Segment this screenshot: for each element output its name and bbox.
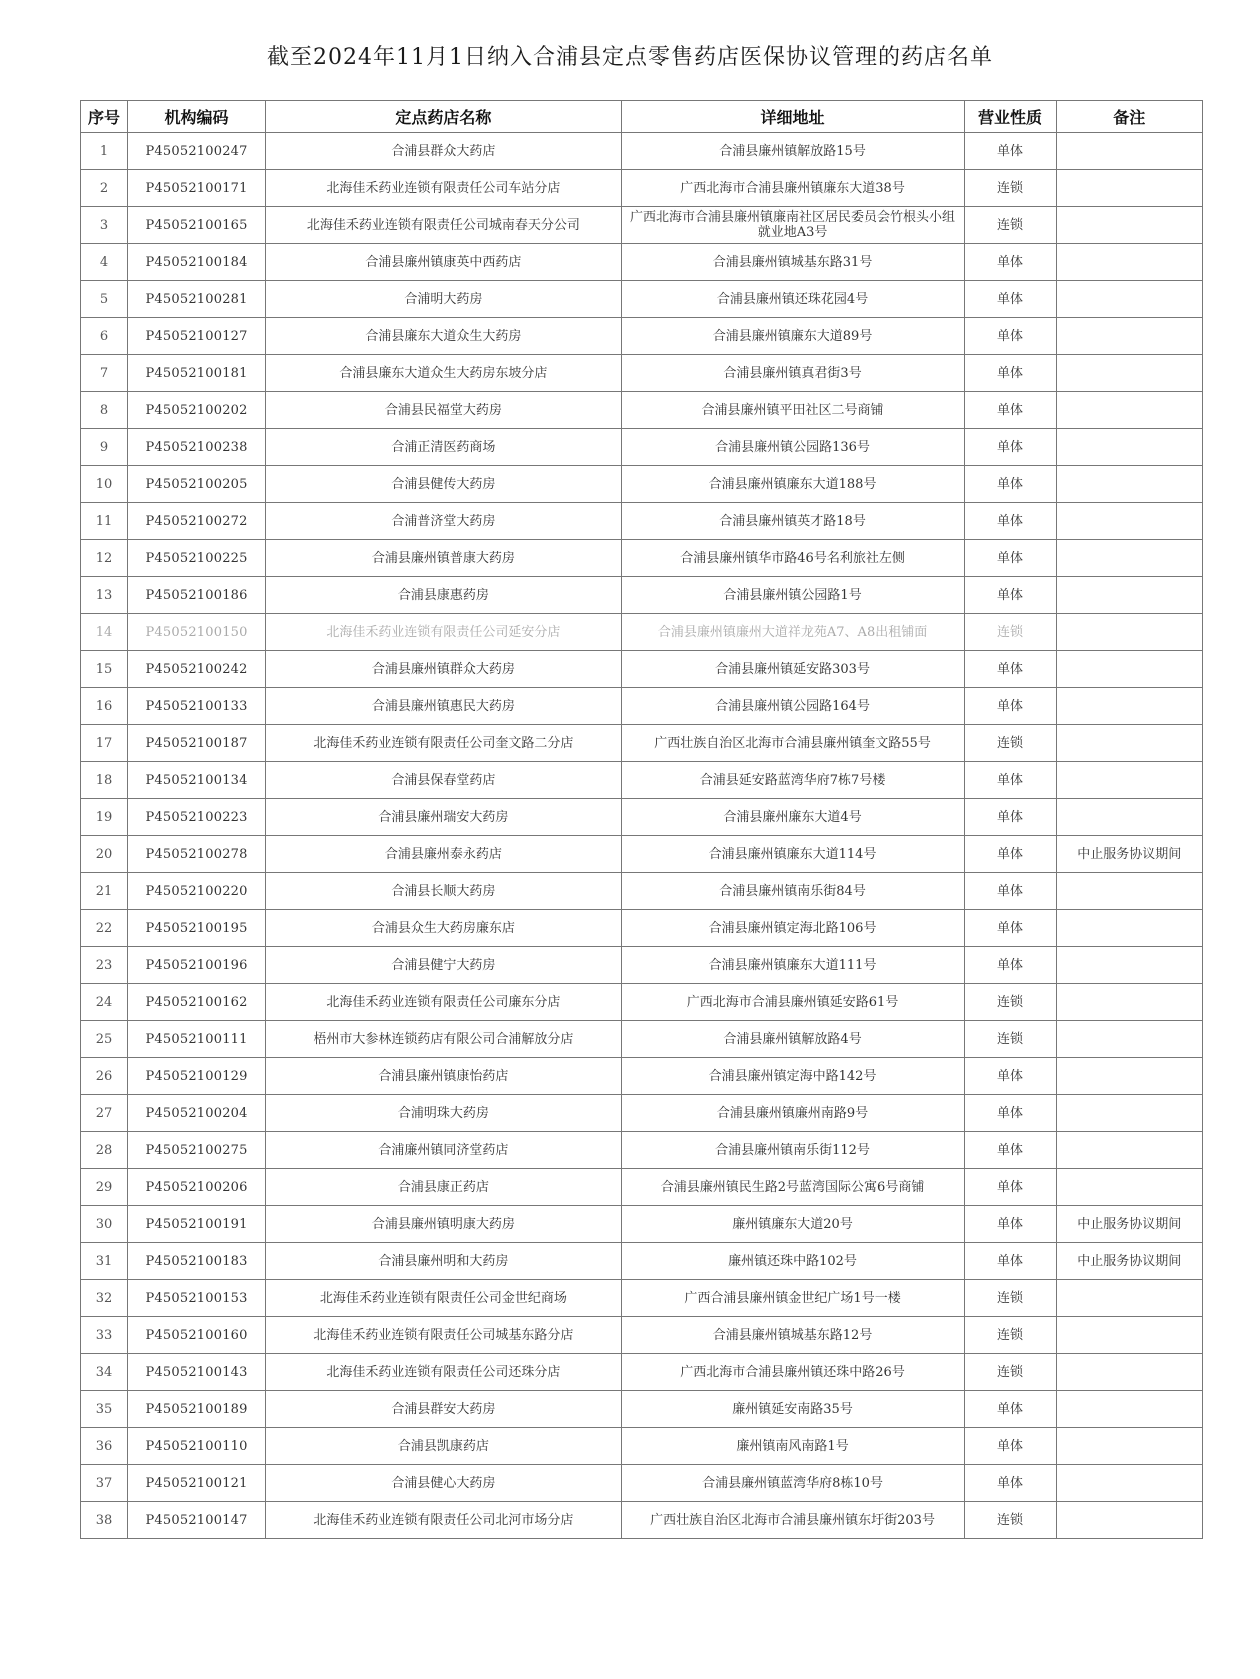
row-number: 10 [81,466,128,503]
business-type: 单体 [964,910,1056,947]
remark [1056,503,1202,540]
row-number: 26 [81,1058,128,1095]
row-number: 30 [81,1206,128,1243]
institution-code: P45052100247 [128,133,266,170]
business-type: 单体 [964,577,1056,614]
institution-code: P45052100129 [128,1058,266,1095]
pharmacy-name: 北海佳禾药业连锁有限责任公司廉东分店 [266,984,622,1021]
table-row [81,725,1203,762]
row-number: 8 [81,392,128,429]
row-number: 19 [81,799,128,836]
pharmacy-name: 合浦县群众大药店 [266,133,622,170]
row-number: 1 [81,133,128,170]
pharmacy-address: 合浦县廉州镇南乐街112号 [621,1132,964,1169]
pharmacy-name: 合浦县廉州镇康怡药店 [266,1058,622,1095]
pharmacy-address: 合浦县廉州镇真君街3号 [621,355,964,392]
row-number: 17 [81,725,128,762]
pharmacy-name: 合浦县民福堂大药房 [266,392,622,429]
row-number: 34 [81,1354,128,1391]
pharmacy-address: 广西壮族自治区北海市合浦县廉州镇东圩街203号 [621,1502,964,1539]
pharmacy-address: 合浦县廉州镇华市路46号名利旅社左侧 [621,540,964,577]
row-number: 38 [81,1502,128,1539]
remark [1056,1428,1202,1465]
table-row [81,1280,1203,1317]
remark [1056,873,1202,910]
pharmacy-address: 合浦县廉州镇廉州南路9号 [621,1095,964,1132]
institution-code: P45052100184 [128,244,266,281]
institution-code: P45052100191 [128,1206,266,1243]
row-number: 7 [81,355,128,392]
institution-code: P45052100160 [128,1317,266,1354]
table-row [81,318,1203,355]
row-number: 23 [81,947,128,984]
pharmacy-name: 北海佳禾药业连锁有限责任公司车站分店 [266,170,622,207]
pharmacy-address: 合浦县廉州镇廉东大道114号 [621,836,964,873]
table-row [81,466,1203,503]
remark [1056,244,1202,281]
business-type: 连锁 [964,1354,1056,1391]
row-number: 6 [81,318,128,355]
pharmacy-name: 梧州市大参林连锁药店有限公司合浦解放分店 [266,1021,622,1058]
business-type: 单体 [964,1169,1056,1206]
institution-code: P45052100111 [128,1021,266,1058]
institution-code: P45052100281 [128,281,266,318]
pharmacy-name: 合浦明大药房 [266,281,622,318]
pharmacy-name: 合浦县廉州镇惠民大药房 [266,688,622,725]
pharmacy-name: 合浦明珠大药房 [266,1095,622,1132]
table-row [81,1132,1203,1169]
pharmacy-name: 北海佳禾药业连锁有限责任公司奎文路二分店 [266,725,622,762]
remark [1056,1095,1202,1132]
business-type: 单体 [964,947,1056,984]
pharmacy-name: 北海佳禾药业连锁有限责任公司城南春天分公司 [266,207,622,244]
pharmacy-name: 合浦县群安大药房 [266,1391,622,1428]
remark [1056,1354,1202,1391]
institution-code: P45052100153 [128,1280,266,1317]
remark [1056,614,1202,651]
pharmacy-address: 合浦县廉州镇还珠花园4号 [621,281,964,318]
row-number: 25 [81,1021,128,1058]
business-type: 连锁 [964,984,1056,1021]
table-row [81,244,1203,281]
pharmacy-address: 合浦县廉州镇定海北路106号 [621,910,964,947]
row-number: 33 [81,1317,128,1354]
table-row [81,133,1203,170]
business-type: 单体 [964,540,1056,577]
table-row [81,281,1203,318]
remark [1056,466,1202,503]
table-row [81,984,1203,1021]
table-row [81,1169,1203,1206]
pharmacy-address: 合浦县廉州镇城基东路31号 [621,244,964,281]
institution-code: P45052100181 [128,355,266,392]
table-row [81,614,1203,651]
remark [1056,1058,1202,1095]
business-type: 单体 [964,1095,1056,1132]
institution-code: P45052100205 [128,466,266,503]
pharmacy-name: 合浦县廉州泰永药店 [266,836,622,873]
pharmacy-address: 合浦县廉州廉东大道4号 [621,799,964,836]
table-row [81,910,1203,947]
pharmacy-address: 广西北海市合浦县廉州镇延安路61号 [621,984,964,1021]
pharmacy-name: 合浦县健传大药房 [266,466,622,503]
business-type: 单体 [964,836,1056,873]
pharmacy-name: 合浦县众生大药房廉东店 [266,910,622,947]
pharmacy-name: 合浦县长顺大药房 [266,873,622,910]
pharmacy-name: 合浦县廉州镇群众大药房 [266,651,622,688]
pharmacy-table [80,100,1203,1539]
pharmacy-address: 合浦县延安路蓝湾华府7栋7号楼 [621,762,964,799]
business-type: 单体 [964,133,1056,170]
business-type: 连锁 [964,1280,1056,1317]
table-row [81,1058,1203,1095]
institution-code: P45052100189 [128,1391,266,1428]
pharmacy-name: 北海佳禾药业连锁有限责任公司城基东路分店 [266,1317,622,1354]
institution-code: P45052100275 [128,1132,266,1169]
business-type: 单体 [964,1243,1056,1280]
pharmacy-address: 合浦县廉州镇公园路1号 [621,577,964,614]
business-type: 单体 [964,244,1056,281]
pharmacy-name: 合浦廉州镇同济堂药店 [266,1132,622,1169]
institution-code: P45052100225 [128,540,266,577]
row-number: 29 [81,1169,128,1206]
table-row [81,1243,1203,1280]
table-row [81,1354,1203,1391]
row-number: 36 [81,1428,128,1465]
institution-code: P45052100223 [128,799,266,836]
remark [1056,910,1202,947]
pharmacy-address: 广西壮族自治区北海市合浦县廉州镇奎文路55号 [621,725,964,762]
business-type: 单体 [964,651,1056,688]
pharmacy-address: 合浦县廉州镇民生路2号蓝湾国际公寓6号商铺 [621,1169,964,1206]
pharmacy-address: 合浦县廉州镇英才路18号 [621,503,964,540]
table-row [81,1206,1203,1243]
remark [1056,355,1202,392]
table-row [81,1391,1203,1428]
pharmacy-address: 广西合浦县廉州镇金世纪广场1号一楼 [621,1280,964,1317]
institution-code: P45052100150 [128,614,266,651]
institution-code: P45052100110 [128,1428,266,1465]
remark [1056,1280,1202,1317]
remark [1056,725,1202,762]
institution-code: P45052100196 [128,947,266,984]
table-row [81,799,1203,836]
pharmacy-name: 合浦县廉州明和大药房 [266,1243,622,1280]
pharmacy-address: 广西北海市合浦县廉州镇廉南社区居民委员会竹根头小组就业地A3号 [621,207,964,244]
remark [1056,429,1202,466]
pharmacy-address: 合浦县廉州镇廉州大道祥龙苑A7、A8出租铺面 [621,614,964,651]
row-number: 14 [81,614,128,651]
institution-code: P45052100278 [128,836,266,873]
pharmacy-name: 北海佳禾药业连锁有限责任公司北河市场分店 [266,1502,622,1539]
business-type: 单体 [964,873,1056,910]
row-number: 22 [81,910,128,947]
row-number: 5 [81,281,128,318]
business-type: 连锁 [964,207,1056,244]
remark [1056,688,1202,725]
pharmacy-address: 合浦县廉州镇廉东大道111号 [621,947,964,984]
row-number: 13 [81,577,128,614]
row-number: 12 [81,540,128,577]
remark [1056,984,1202,1021]
institution-code: P45052100134 [128,762,266,799]
header-name: 定点药店名称 [266,101,622,133]
business-type: 单体 [964,1465,1056,1502]
remark [1056,1169,1202,1206]
institution-code: P45052100187 [128,725,266,762]
row-number: 15 [81,651,128,688]
table-row [81,392,1203,429]
remark [1056,1502,1202,1539]
pharmacy-address: 合浦县廉州镇蓝湾华府8栋10号 [621,1465,964,1502]
institution-code: P45052100127 [128,318,266,355]
remark [1056,207,1202,244]
row-number: 3 [81,207,128,244]
business-type: 单体 [964,1428,1056,1465]
table-row [81,170,1203,207]
pharmacy-name: 合浦县康惠药房 [266,577,622,614]
business-type: 单体 [964,762,1056,799]
table-row [81,1502,1203,1539]
row-number: 2 [81,170,128,207]
pharmacy-address: 合浦县廉州镇延安路303号 [621,651,964,688]
institution-code: P45052100204 [128,1095,266,1132]
pharmacy-address: 合浦县廉州镇廉东大道89号 [621,318,964,355]
table-row [81,947,1203,984]
remark [1056,651,1202,688]
institution-code: P45052100195 [128,910,266,947]
row-number: 4 [81,244,128,281]
remark [1056,1465,1202,1502]
header-note: 备注 [1056,101,1202,133]
table-row [81,207,1203,244]
table-row [81,836,1203,873]
pharmacy-name: 合浦县廉东大道众生大药房 [266,318,622,355]
pharmacy-name: 合浦县廉州镇康英中西药店 [266,244,622,281]
row-number: 35 [81,1391,128,1428]
institution-code: P45052100238 [128,429,266,466]
table-row [81,873,1203,910]
row-number: 31 [81,1243,128,1280]
table-row [81,1317,1203,1354]
row-number: 27 [81,1095,128,1132]
header-row [81,101,1203,133]
institution-code: P45052100272 [128,503,266,540]
remark [1056,1391,1202,1428]
remark [1056,762,1202,799]
institution-code: P45052100143 [128,1354,266,1391]
page-title: 截至2024年11月1日纳入合浦县定点零售药店医保协议管理的药店名单 [267,45,993,70]
row-number: 11 [81,503,128,540]
pharmacy-name: 合浦县保春堂药店 [266,762,622,799]
institution-code: P45052100133 [128,688,266,725]
table-row [81,429,1203,466]
pharmacy-address: 合浦县廉州镇定海中路142号 [621,1058,964,1095]
remark: 中止服务协议期间 [1056,1243,1202,1280]
row-number: 32 [81,1280,128,1317]
row-number: 16 [81,688,128,725]
row-number: 37 [81,1465,128,1502]
table-row [81,688,1203,725]
pharmacy-address: 廉州镇还珠中路102号 [621,1243,964,1280]
business-type: 单体 [964,281,1056,318]
remark [1056,947,1202,984]
institution-code: P45052100220 [128,873,266,910]
pharmacy-name: 北海佳禾药业连锁有限责任公司延安分店 [266,614,622,651]
row-number: 20 [81,836,128,873]
business-type: 单体 [964,429,1056,466]
table-row [81,1428,1203,1465]
table-row [81,1095,1203,1132]
institution-code: P45052100171 [128,170,266,207]
business-type: 单体 [964,503,1056,540]
institution-code: P45052100186 [128,577,266,614]
institution-code: P45052100183 [128,1243,266,1280]
remark [1056,133,1202,170]
business-type: 单体 [964,318,1056,355]
institution-code: P45052100162 [128,984,266,1021]
pharmacy-address: 合浦县廉州镇廉东大道188号 [621,466,964,503]
pharmacy-name: 合浦县廉州瑞安大药房 [266,799,622,836]
business-type: 单体 [964,1206,1056,1243]
remark [1056,392,1202,429]
header-code: 机构编码 [128,101,266,133]
row-number: 21 [81,873,128,910]
business-type: 单体 [964,355,1056,392]
row-number: 28 [81,1132,128,1169]
pharmacy-name: 合浦普济堂大药房 [266,503,622,540]
business-type: 连锁 [964,725,1056,762]
pharmacy-name: 北海佳禾药业连锁有限责任公司金世纪商场 [266,1280,622,1317]
institution-code: P45052100147 [128,1502,266,1539]
row-number: 18 [81,762,128,799]
institution-code: P45052100121 [128,1465,266,1502]
remark [1056,540,1202,577]
remark: 中止服务协议期间 [1056,836,1202,873]
pharmacy-address: 合浦县廉州镇公园路136号 [621,429,964,466]
remark [1056,170,1202,207]
table-row [81,503,1203,540]
pharmacy-address: 合浦县廉州镇公园路164号 [621,688,964,725]
table-row [81,540,1203,577]
pharmacy-name: 合浦县廉州镇明康大药房 [266,1206,622,1243]
business-type: 单体 [964,688,1056,725]
pharmacy-address: 合浦县廉州镇平田社区二号商铺 [621,392,964,429]
remark [1056,281,1202,318]
pharmacy-name: 合浦县健宁大药房 [266,947,622,984]
table-row [81,355,1203,392]
business-type: 连锁 [964,170,1056,207]
pharmacy-address: 广西北海市合浦县廉州镇廉东大道38号 [621,170,964,207]
business-type: 单体 [964,1391,1056,1428]
remark [1056,1317,1202,1354]
pharmacy-name: 合浦正清医药商场 [266,429,622,466]
pharmacy-name: 北海佳禾药业连锁有限责任公司还珠分店 [266,1354,622,1391]
pharmacy-address: 广西北海市合浦县廉州镇还珠中路26号 [621,1354,964,1391]
row-number: 9 [81,429,128,466]
remark [1056,577,1202,614]
header-type: 营业性质 [964,101,1056,133]
header-no: 序号 [81,101,128,133]
pharmacy-address: 合浦县廉州镇解放路15号 [621,133,964,170]
pharmacy-name: 合浦县凯康药店 [266,1428,622,1465]
pharmacy-name: 合浦县康正药店 [266,1169,622,1206]
institution-code: P45052100165 [128,207,266,244]
row-number: 24 [81,984,128,1021]
pharmacy-name: 合浦县廉东大道众生大药房东坡分店 [266,355,622,392]
pharmacy-address: 廉州镇廉东大道20号 [621,1206,964,1243]
table-row [81,1021,1203,1058]
pharmacy-address: 廉州镇南风南路1号 [621,1428,964,1465]
pharmacy-address: 合浦县廉州镇城基东路12号 [621,1317,964,1354]
header-address: 详细地址 [621,101,964,133]
remark: 中止服务协议期间 [1056,1206,1202,1243]
table-row [81,577,1203,614]
institution-code: P45052100206 [128,1169,266,1206]
remark [1056,1132,1202,1169]
institution-code: P45052100242 [128,651,266,688]
business-type: 单体 [964,1132,1056,1169]
pharmacy-address: 廉州镇延安南路35号 [621,1391,964,1428]
table-row [81,651,1203,688]
institution-code: P45052100202 [128,392,266,429]
pharmacy-name: 合浦县健心大药房 [266,1465,622,1502]
business-type: 连锁 [964,614,1056,651]
business-type: 连锁 [964,1502,1056,1539]
pharmacy-name: 合浦县廉州镇普康大药房 [266,540,622,577]
business-type: 单体 [964,799,1056,836]
business-type: 单体 [964,466,1056,503]
table-row [81,762,1203,799]
business-type: 单体 [964,1058,1056,1095]
pharmacy-address: 合浦县廉州镇南乐街84号 [621,873,964,910]
remark [1056,1021,1202,1058]
business-type: 连锁 [964,1021,1056,1058]
business-type: 连锁 [964,1317,1056,1354]
remark [1056,799,1202,836]
business-type: 单体 [964,392,1056,429]
remark [1056,318,1202,355]
table-row [81,1465,1203,1502]
pharmacy-address: 合浦县廉州镇解放路4号 [621,1021,964,1058]
